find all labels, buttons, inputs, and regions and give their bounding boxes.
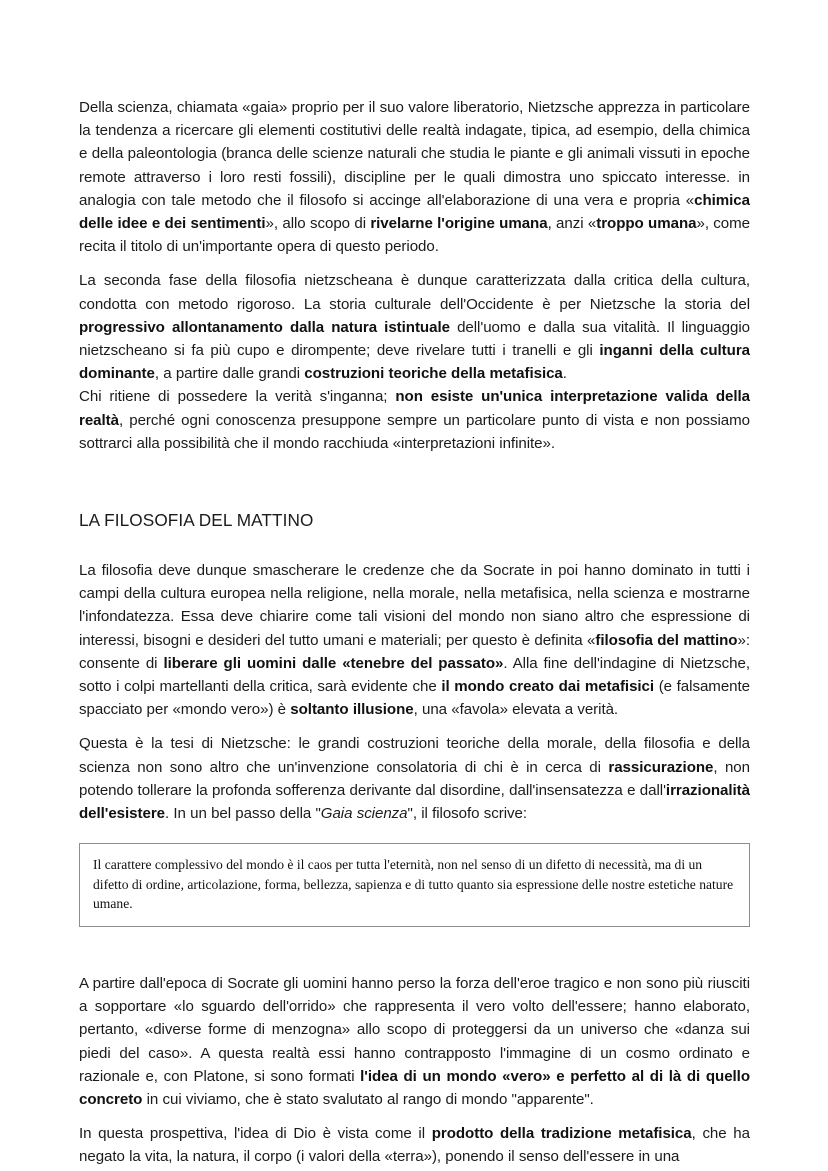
par4-run7: ", il filosofo scrive: xyxy=(407,805,528,823)
paragraph-2 xyxy=(79,269,750,455)
par2-bold-non-esiste: non esiste un'unica interpretazione valida della realtà xyxy=(79,388,751,429)
par4-run1: Questa è la tesi di Nietzsche: le grandi costruzioni teoriche della morale, della filosofia e della scienza non sono altro che un'invenzione consolatoria di chi è in cerca di xyxy=(79,735,750,776)
par5-run1: A partire dall'epoca di Socrate gli uomini hanno perso la forza dell'eroe tragico e non sono più riusciti a sopportare «lo sguardo dell'orrido» che rappresenta il vero volto dell'essere; hanno elaborato, pertanto, «diverse forme di menzogna» allo scopo di proteggersi da un universo che «danza sui piedi del caso». A questa realtà essi hanno contrapposto l'immagine di un cosmo ordinato e razionale e, con Platone, si sono formati xyxy=(79,975,750,1085)
quote-box xyxy=(79,843,750,927)
par6-run1: In questa prospettiva, l'idea di Dio è vista come il xyxy=(79,1125,432,1143)
section-heading-filosofia-del-mattino: LA FILOSOFIA DEL MATTINO xyxy=(79,510,314,531)
par1-run7: », come recita il titolo di un'importante opera di questo periodo. xyxy=(79,215,751,256)
par1-run3: », allo scopo di xyxy=(265,215,371,233)
par1-bold-rivelarne: rivelarne l'origine umana xyxy=(370,215,548,233)
par6-bold-prodotto-tradizione: prodotto della tradizione metafisica xyxy=(431,1125,692,1143)
par2-run10: , perché ogni conoscenza presuppone sempre un particolare punto di vista e non possiamo sottrarci alla possibilità che il mondo racchiuda «interpretazioni infinite». xyxy=(79,411,750,452)
paragraph-4 xyxy=(79,732,750,825)
par2-run1: La seconda fase della filosofia nietzscheana è dunque caratterizzata dalla critica della cultura, condotta con metodo rigoroso. La storia culturale dell'Occidente è per Nietzsche la storia del xyxy=(79,272,750,313)
heading-block xyxy=(79,466,750,531)
par1-bold-troppo-umana: troppo umana xyxy=(596,215,697,233)
par2-bold-inganni: inganni della cultura dominante xyxy=(79,342,750,383)
par1-bold-chimica: chimica delle idee e dei sentimenti xyxy=(79,191,750,233)
par4-italic-gaia-scienza: Gaia scienza xyxy=(320,805,408,823)
par3-run3: »: consente di xyxy=(79,631,750,672)
par3-run7: (e falsamente spacciato per «mondo vero») è xyxy=(79,678,750,719)
par2-run7: . xyxy=(562,365,567,383)
par6-run3: , che ha negato la vita, la natura, il corpo (i valori della «terra»), ponendo il senso dell'essere in una xyxy=(79,1125,750,1166)
par4-bold-rassicurazione: rassicurazione xyxy=(608,758,714,776)
par3-bold-soltanto-illusione: soltanto illusione xyxy=(290,701,414,719)
par4-run5: . In un bel passo della " xyxy=(165,805,321,823)
par3-bold-filosofia-del-mattino: filosofia del mattino xyxy=(595,631,738,649)
par2-run8: Chi ritiene di possedere la verità s'inganna; xyxy=(79,388,396,406)
document-content xyxy=(79,96,750,1169)
paragraph-3 xyxy=(79,559,750,721)
paragraph-5 xyxy=(79,972,750,1111)
paragraph-1 xyxy=(79,96,750,258)
par1-run5: , anzi « xyxy=(547,215,597,233)
par2-bold-costruzioni: costruzioni teoriche della metafisica xyxy=(304,365,563,383)
par3-run5: . Alla fine dell'indagine di Nietzsche, sotto i colpi martellanti della critica, sarà evidente che xyxy=(79,654,750,696)
paragraph-6 xyxy=(79,1122,750,1168)
par2-run3: dell'uomo e dalla sua vitalità. Il linguaggio nietzscheano si fa più cupo e dirompente; deve rivelare tutti i tranelli e gli xyxy=(79,318,750,360)
quote-box-spacer xyxy=(79,927,750,972)
par1-run1: Della scienza, chiamata «gaia» proprio per il suo valore liberatorio, Nietzsche apprezza in particolare la tendenza a ricercare gli elementi costitutivi delle realtà indagate, tipica, ad esempio, della chimica e della paleontologia (branca delle scienze naturali che studia le piante e gli animali vissuti in epoche remote attraverso i loro resti fossili), discipline per le quali dimostra uno spiccato interesse. in analogia con tale metodo che il filosofo si accinge all'elaborazione di una vera e propria « xyxy=(79,99,750,209)
par2-run5: , a partire dalle grandi xyxy=(154,365,305,383)
quote-box-text: Il carattere complessivo del mondo è il caos per tutta l'eternità, non nel senso di un difetto di necessità, ma di un difetto di ordine, articolazione, forma, bellezza, sapienza e di tutto quanto sia espressione delle nostre estetiche nature umane. xyxy=(93,857,734,912)
par4-run3: , non potendo tollerare la profonda sofferenza derivante dal disordine, dall'insensatezza e dall' xyxy=(79,758,750,799)
par3-run1: La filosofia deve dunque smascherare le credenze che da Socrate in poi hanno dominato in tutti i campi della cultura europea nella religione, nella morale, nella metafisica, nella scienza e mostrarne l'infondatezza. Essa deve chiarire come tali visioni del mondo non siano altro che espressione di interessi, bisogni e desideri del tutto umani e materiali; per questo è definita « xyxy=(79,562,750,649)
par3-bold-liberare: liberare gli uomini dalle «tenebre del passato» xyxy=(163,654,504,672)
par5-run3: in cui viviamo, che è stato svalutato al rango di mondo "apparente". xyxy=(142,1091,594,1109)
par2-bold-progressivo: progressivo allontanamento dalla natura istintuale xyxy=(79,318,450,336)
par4-bold-irrazionalita: irrazionalità dell'esistere xyxy=(79,781,750,823)
par5-bold-idea-mondo-vero: l'idea di un mondo «vero» e perfetto al di là di quello concreto xyxy=(79,1067,750,1109)
par3-bold-mondo-creato: il mondo creato dai metafisici xyxy=(441,678,655,696)
par3-run9: , una «favola» elevata a verità. xyxy=(413,701,619,719)
